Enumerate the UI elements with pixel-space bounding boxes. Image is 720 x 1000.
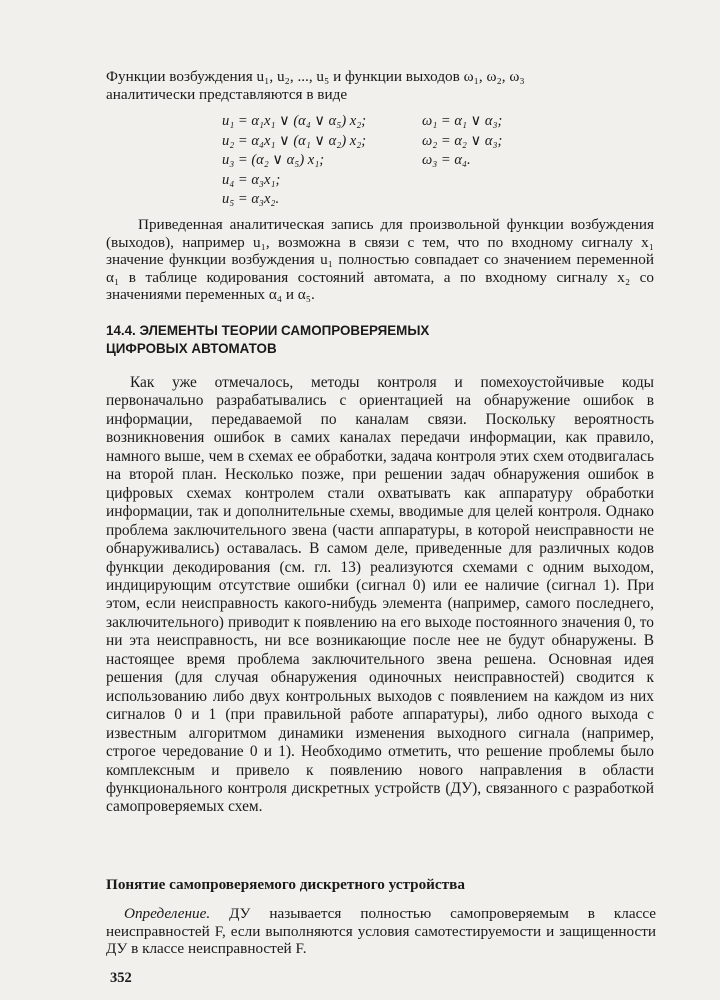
explanation-paragraph: Приведенная аналитическая запись для произвольной функции возбуждения (выходов), например u₁, возможна в связи с тем, что по входному сигналу x₁ значение функции возбуждения u₁ полностью совпадает со значением переменной α₁ в таблице кодирования состояний автомата, а по входному сигналу x₂ со значениями переменных α₄ и α₅. xyxy=(106,216,654,304)
definition-text: ДУ называется полностью самопроверяемым в классе неисправностей F, если выполняются условия самотестируемости и защищенности ДУ в классе неисправностей F. xyxy=(106,905,656,958)
formula-right: ω₂ = α₂ ∨ α₃; xyxy=(422,132,503,149)
intro-line-1: Функции возбуждения u₁, u₂, ..., u₅ и функции выходов ω₁, ω₂, ω₃ xyxy=(106,68,525,85)
formula-row xyxy=(222,132,562,152)
formula-left: u₂ = α₄x₁ ∨ (α₁ ∨ α₂) x₂; xyxy=(222,132,367,149)
definition-term: Определение. xyxy=(124,905,211,922)
subsection-heading: Понятие самопроверяемого дискретного устройства xyxy=(106,876,465,893)
page-number: 352 xyxy=(110,970,132,986)
section-heading-line-1: 14.4. ЭЛЕМЕНТЫ ТЕОРИИ САМОПРОВЕРЯЕМЫХ xyxy=(106,323,430,338)
formula-block xyxy=(222,112,562,210)
main-paragraph: Как уже отмечалось, методы контроля и помехоустойчивые коды первоначально разрабатывались с ориентацией на обнаружение ошибок в информации, передаваемой по каналам связи. Поскольку вероятность возникновения ошибок в самих каналах передачи информации, как правило, намного выше, чем в схемах ее обработки, задача контроля этих схем отодвигалась на второй план. Несколько позже, при решении задач обнаружения ошибок в цифровых схемах контролем стали охватывать как аппаратуру обработки информации, так и дополнительные схемы, вводимые для целей контроля. Однако проблема заключительного звена (части аппаратуры, в которой неисправности не обнаруживались) оставалась. В самом деле, приведенные для различных кодов функции декодирования (см. гл. 13) реализуются схемами с одним выходом, индицирующим отсутствие ошибки (сигнал 0) или ее наличие (сигнал 1). При этом, если неисправность какого-нибудь элемента (например, самого последнего, заключительного) приводит к появлению на его выходе постоянного значения 0, то ни эта неисправность, ни все возникающие после нее не будут обнаружены. В настоящее время проблема заключительного звена решена. Основная идея решения (для случая обнаружения одиночных неисправностей) сводится к использованию либо двух контрольных выходов с появлением на каждом из них сигналов 0 и 1 (при правильной работе аппаратуры), либо одного выхода с известным алгоритмом динамики изменения выходного сигнала (например, строгое чередование 0 и 1). Необходимо отметить, что решение проблемы было комплексным и привело к появлению нового направления в области функционального контроля дискретных устройств (ДУ), связанного с разработкой самопроверяемых схем. xyxy=(106,374,654,816)
formula-left: u₄ = α₃x₁; xyxy=(222,171,281,188)
formula-left: u₃ = (α₂ ∨ α₅) x₁; xyxy=(222,152,325,169)
formula-row xyxy=(222,171,562,191)
formula-right: ω₁ = α₁ ∨ α₃; xyxy=(422,113,503,129)
intro-line-2: аналитически представляются в виде xyxy=(106,85,348,103)
formula-row xyxy=(222,112,562,132)
intro-paragraph xyxy=(106,68,638,103)
formula-row xyxy=(222,151,562,171)
definition-paragraph xyxy=(106,905,656,958)
formula-row xyxy=(222,190,562,210)
section-heading-line-2: ЦИФРОВЫХ АВТОМАТОВ xyxy=(106,340,277,356)
formula-left: u₅ = α₃x₂. xyxy=(222,191,280,208)
formula-right: ω₃ = α₄. xyxy=(422,152,471,169)
formula-left: u₁ = α₁x₁ ∨ (α₄ ∨ α₅) x₂; xyxy=(222,113,367,129)
section-heading xyxy=(106,322,506,357)
